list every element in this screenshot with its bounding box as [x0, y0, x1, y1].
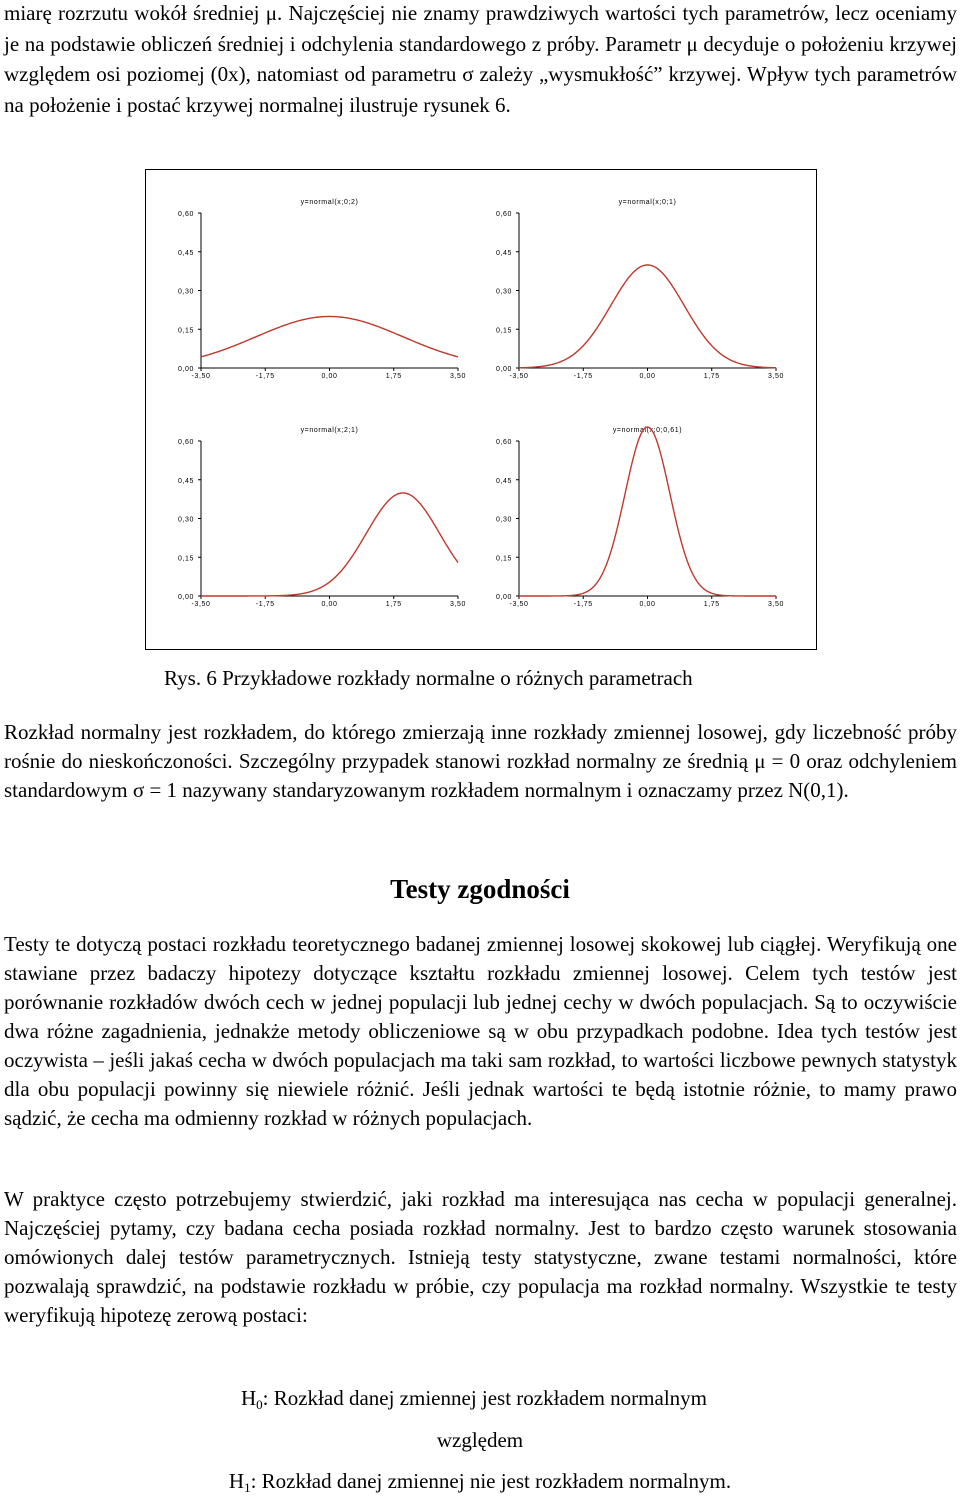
figure-svg	[146, 170, 818, 651]
x-tick-label: 1,75	[703, 601, 720, 608]
y-tick-label: 0,00	[177, 594, 195, 601]
x-tick-label: 0,00	[639, 601, 656, 608]
x-tick-label: -1,75	[255, 373, 275, 380]
y-tick-label: 0,45	[177, 477, 195, 485]
h1-symbol: H	[228, 1469, 245, 1493]
density-curve	[201, 316, 458, 356]
y-tick-label: 0,00	[495, 594, 513, 601]
y-tick-label: 0,45	[495, 477, 513, 485]
x-tick-label: 3,50	[767, 373, 785, 380]
x-tick-label: 3,50	[449, 601, 467, 608]
x-tick-label: -1,75	[573, 373, 593, 380]
x-tick-label: 3,50	[767, 601, 785, 608]
x-tick-label: 3,50	[449, 373, 467, 380]
y-tick-label: 0,45	[495, 249, 513, 257]
chart-title: y=normal(x;0;0,61)	[612, 427, 683, 434]
y-tick-label: 0,60	[495, 439, 513, 446]
practice-paragraph: W praktyce często potrzebujemy stwierdzić, jaki rozkład ma interesująca nas cecha w populacji generalnej. Najczęściej pytamy, czy badana cecha posiada rozkład normalny. Jest to bardzo często warunek stosowania omówionych dalej testów parametrycznych. Istnieją testy statystyczne, zwane testami normalności, które pozwalają sprawdzić, na podstawie rozkładu w próbie, czy populacja ma rozkład normalny. Wszystkie te testy weryfikują hipotezę zerową postaci:	[4, 1187, 957, 1327]
x-tick-label: 0,00	[639, 373, 656, 380]
h1-text: : Rozkład danej zmiennej nie jest rozkładem normalnym.	[250, 1469, 732, 1493]
goodness-of-fit-paragraph: Testy te dotyczą postaci rozkładu teoretycznego badanej zmiennej losowej skokowej lub ciągłej. Weryfikują one stawiane przez badaczy hipotezy dotyczące kształtu rozkładu zmiennej losowej. Celem tych testów jest porównanie rozkładów dwóch cech w jednej populacji lub jednej cechy w dwóch populacjach. Są to oczywiście dwa różne zagadnienia, jednakże metody obliczeniowe są w obu przypadkach podobne. Idea tych testów jest oczywista – jeśli jakaś cecha w dwóch populacjach ma taki sam rozkład, to wartości liczbowe pewnych statystyk dla obu populacji powinny się niewiele różnić. Jeśli jednak wartości te będą istotnie różnie, to mamy prawo sądzić, że cecha ma odmienny rozkład w różnych populacjach.	[4, 932, 957, 1130]
y-tick-label: 0,60	[177, 211, 195, 218]
x-tick-label: -3,50	[509, 373, 529, 380]
y-tick-label: 0,30	[495, 516, 513, 524]
figure-normal-distributions	[145, 169, 817, 650]
normal-distribution-paragraph: Rozkład normalny jest rozkładem, do którego zmierzają inne rozkłady zmiennej losowej, gdy liczebność próby rośnie do nieskończoności. Szczególny przypadek stanowi rozkład normalny ze średnią μ = 0 oraz odchyleniem standardowym σ = 1 nazywany standaryzowanym rozkładem normalnym i oznaczamy przez N(0,1).	[4, 720, 957, 802]
x-tick-label: -3,50	[191, 373, 211, 380]
figure-caption: Rys. 6 Przykładowe rozkłady normalne o różnych parametrach	[164, 666, 693, 690]
x-tick-label: -1,75	[573, 601, 593, 608]
density-curve	[201, 493, 458, 596]
x-tick-label: 1,75	[385, 373, 402, 380]
y-tick-label: 0,15	[177, 555, 195, 563]
y-tick-label: 0,00	[177, 366, 195, 373]
chart-title: y=normal(x;0;2)	[300, 199, 359, 206]
y-tick-label: 0,00	[495, 366, 513, 373]
y-tick-label: 0,30	[495, 288, 513, 296]
y-tick-label: 0,30	[177, 288, 195, 296]
y-tick-label: 0,60	[495, 211, 513, 218]
density-curve	[519, 427, 776, 596]
x-tick-label: 1,75	[385, 601, 402, 608]
y-tick-label: 0,60	[177, 439, 195, 446]
density-curve	[519, 265, 776, 368]
chart-panel-4	[496, 427, 784, 608]
x-tick-label: -3,50	[509, 601, 529, 608]
chart-panel-3	[178, 427, 466, 608]
y-tick-label: 0,15	[495, 327, 513, 335]
y-tick-label: 0,15	[495, 555, 513, 563]
y-tick-label: 0,45	[177, 249, 195, 257]
x-tick-label: -1,75	[255, 601, 275, 608]
chart-title: y=normal(x;2;1)	[300, 427, 359, 434]
chart-panel-2	[496, 199, 784, 380]
section-heading: Testy zgodności	[390, 874, 570, 904]
versus-label: względem	[436, 1428, 524, 1452]
chart-title: y=normal(x;0;1)	[618, 199, 677, 206]
y-tick-label: 0,30	[177, 516, 195, 524]
y-tick-label: 0,15	[177, 327, 195, 335]
h0-subscript: 0	[256, 1397, 263, 1412]
h1-subscript: 1	[244, 1480, 251, 1495]
x-tick-label: -3,50	[191, 601, 211, 608]
x-tick-label: 1,75	[703, 373, 720, 380]
h0-text: : Rozkład danej zmiennej jest rozkładem normalnym	[262, 1386, 708, 1410]
h0-symbol: H	[240, 1386, 257, 1410]
x-tick-label: 0,00	[321, 373, 338, 380]
x-tick-label: 0,00	[321, 601, 338, 608]
intro-paragraph: miarę rozrzutu wokół średniej μ. Najczęściej nie znamy prawdziwych wartości tych parametrów, lecz oceniamy je na podstawie obliczeń średniej i odchylenia standardowego z próby. Parametr μ decyduje o położeniu krzywej względem osi poziomej (0x), natomiast od parametru σ zależy „wysmukłość” krzywej. Wpływ tych parametrów na położenie i postać krzywej normalnej ilustruje rysunek 6.	[4, 1, 957, 117]
null-hypothesis	[0, 1383, 954, 1413]
chart-panel-1	[178, 199, 466, 380]
alternative-hypothesis	[0, 1466, 960, 1496]
